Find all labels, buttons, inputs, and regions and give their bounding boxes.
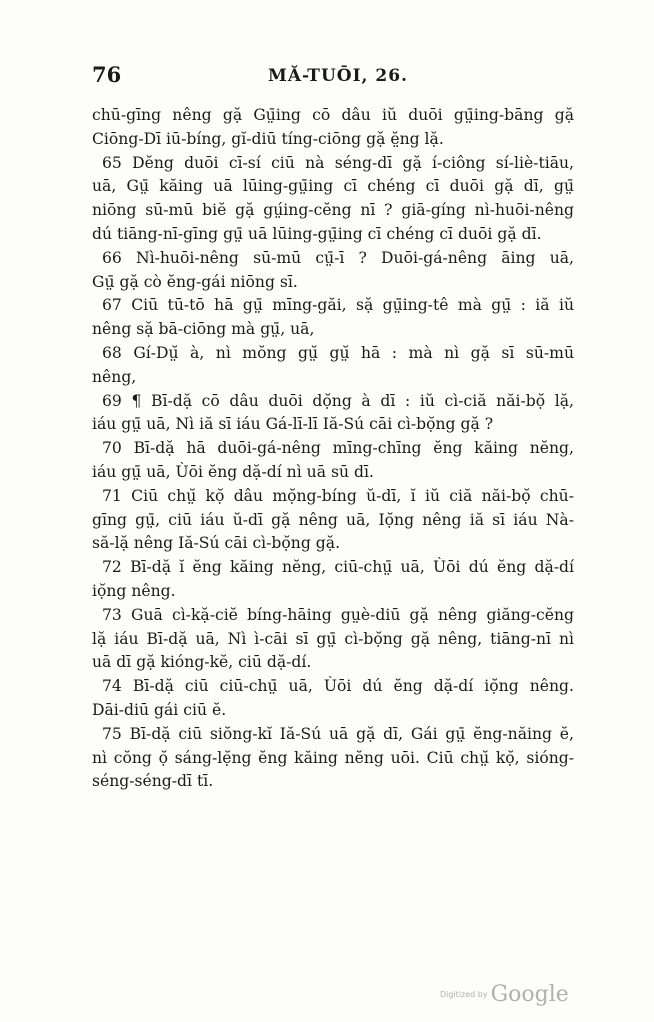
text-line: gīng gṳ̄, ciū iáu ŭ-dī gặ nêng uā, Iọ̆ng nêng iă sī iáu Nà- — [92, 510, 574, 529]
text-line: dú tiāng-nī-gīng gṳ̄ uā lūing-gṳ̄ing cī chéng cī duōi gặ dī. — [92, 224, 542, 243]
text-line: Gṳ̄ gặ cò ĕng-gái niōng sī. — [92, 272, 298, 291]
text-line: 71 Ciū chṳ̆ kọ̆ dâu mọ̆ng-bíng ŭ-dī, ĭ iŭ ciă năi-bọ̆ chū- — [102, 486, 574, 505]
text-line: 67 Ciū tū-tō hā gṳ̄ mīng-găi, sặ gṳ̄ing-tê mà gṳ̄ : iă iŭ — [102, 296, 574, 315]
text-line: 72 Bī-dặ ĭ ĕng kăing nĕng, ciū-chṳ̄ uā, Ùōi dú ĕng dặ-dí — [102, 558, 574, 577]
text-line: Ciōng-Dī iū-bíng, gĭ-diū tíng-ciōng gặ ĕ̤ng lặ. — [92, 129, 444, 148]
text-line: iáu gṳ̄ uā, Nì iă sī iáu Gá-lī-lī Iă-Sú cāi cì-bọ̆ng gặ ? — [92, 415, 494, 434]
text-line: Dāi-diū gái ciū ĕ. — [92, 700, 227, 719]
digitized-label: Digitized by — [440, 990, 488, 999]
digitized-watermark — [440, 982, 569, 1007]
text-line: iáu gṳ̄ uā, Ùōi ĕng dặ-dí nì uā sū dī. — [92, 462, 374, 481]
text-line: nêng, — [92, 367, 137, 386]
google-logo: Google — [490, 982, 569, 1007]
text-line: uā dī gặ kióng-kĕ, ciū dặ-dí. — [92, 653, 312, 672]
text-line: séng-séng-dī tī. — [92, 772, 214, 791]
text-line: 65 Dĕng duōi cī-sí ciū nà séng-dī gặ í-ciông sí-liè-tiāu, — [102, 153, 574, 172]
page-number: 76 — [92, 62, 122, 87]
text-line: să-lặ nêng Iă-Sú cāi cì-bọ̆ng gặ. — [92, 534, 341, 553]
text-line: 66 Nì-huōi-nêng sū-mū cṳ̄-ī ? Duōi-gá-nêng āing uā, — [102, 248, 574, 267]
text-line: nêng sặ bā-ciōng mà gṳ̄, uā, — [92, 320, 315, 339]
body-text — [92, 104, 574, 794]
text-line: uā, Gṳ̄ kăing uā lūing-gṳ̄ing cī chéng cī duōi gặ dī, gṳ̄ — [92, 177, 574, 196]
text-line: lặ iáu Bī-dặ uā, Nì ì-cāi sī gṳ̄ cì-bọ̆ng gặ nêng, tiāng-nī nì — [92, 629, 574, 648]
text-line: 73 Guā cì-kặ-ciĕ bíng-hāing gṳè-diū gặ nêng giăng-cĕng — [102, 605, 574, 624]
text-line: 68 Gí-Dṳ̆ à, nì mŏng gṳ̆ gṳ̆ hā : mà nì gặ sī sū-mū — [102, 343, 574, 362]
text-line: 70 Bī-dặ hā duōi-gá-nêng mīng-chīng ĕng kăing nĕng, — [102, 439, 574, 458]
running-head: MĂ-TUŌI, 26. — [268, 66, 408, 86]
text-line: niōng sū-mū biĕ gặ gṳ́ing-cĕng nī ? giā-gíng nì-huōi-nêng — [92, 201, 574, 220]
text-line: chū-gīng nêng gặ Gṳ̄ing cō dâu iŭ duōi gṳ̄ing-bāng gặ — [92, 106, 574, 124]
text-line: iọ̆ng nêng. — [92, 581, 176, 600]
text-line: 75 Bī-dặ ciū siŏng-kĭ Iă-Sú uā gặ dī, Gái gṳ̄ ĕng-năing ĕ, — [102, 724, 574, 743]
text-line: 69 ¶ Bī-dặ cō dâu duōi dọ̆ng à dī : iŭ cì-ciă năi-bọ̆ lặ, — [102, 391, 574, 410]
text-line: nì cŏng ọ̆ sáng-lẹ̆ng ĕng kăing nĕng uōi. Ciū chṳ̆ kọ̆, sióng- — [92, 748, 574, 767]
text-line: 74 Bī-dặ ciū ciū-chṳ̄ uā, Ùōi dú ĕng dặ-dí iọ̆ng nêng. — [102, 677, 574, 696]
